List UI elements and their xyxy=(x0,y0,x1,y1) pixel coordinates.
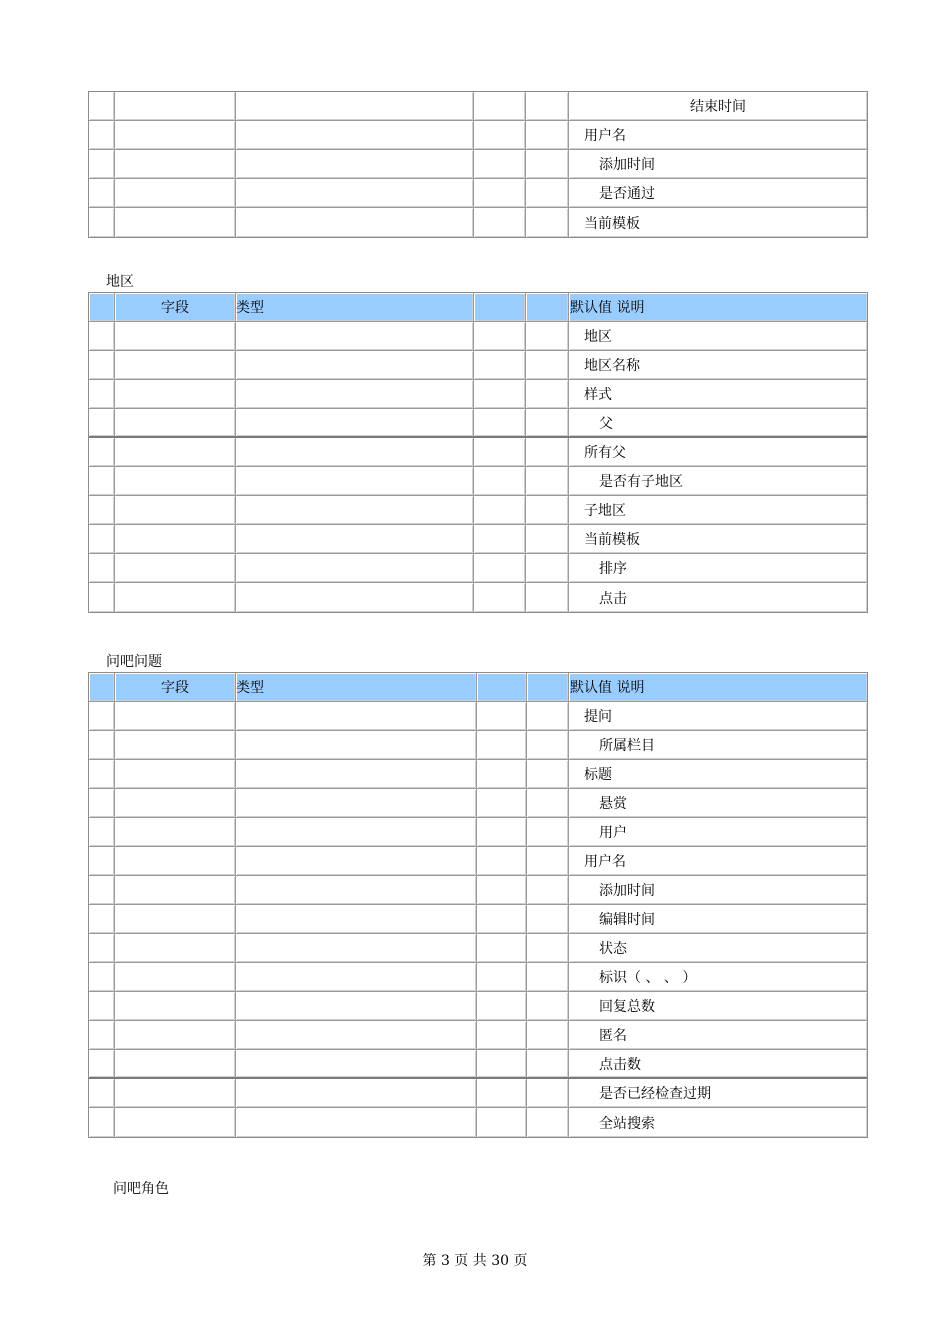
table-cell xyxy=(527,992,569,1020)
header-cell xyxy=(474,293,526,321)
table-row xyxy=(89,92,867,121)
table-cell xyxy=(236,496,474,524)
table-cell xyxy=(89,150,115,178)
table-cell xyxy=(526,208,569,237)
description-cell: 编辑时间 xyxy=(569,905,867,933)
table-cell xyxy=(115,818,236,846)
table-row xyxy=(89,702,867,731)
description-cell: 点击 xyxy=(569,583,867,612)
description-cell: 全站搜索 xyxy=(569,1108,867,1137)
description-cell: 匿名 xyxy=(569,1021,867,1049)
table-row xyxy=(89,731,867,760)
table-row xyxy=(89,963,867,992)
description-cell: 标题 xyxy=(569,760,867,788)
table-cell xyxy=(477,876,527,904)
table-row xyxy=(89,847,867,876)
table-cell xyxy=(527,702,569,730)
description-cell: 用户名 xyxy=(569,847,867,875)
table-cell xyxy=(89,322,115,350)
table-cell xyxy=(115,1079,236,1107)
table-cell xyxy=(89,963,115,991)
table-cell xyxy=(89,934,115,962)
table-cell xyxy=(89,525,115,553)
table-cell xyxy=(115,92,236,120)
table-cell xyxy=(477,731,527,759)
table-row xyxy=(89,1079,867,1108)
description-cell: 父 xyxy=(569,409,867,436)
table-row xyxy=(89,789,867,818)
table-cell xyxy=(115,1108,236,1137)
table-cell xyxy=(89,1021,115,1049)
description-cell: 状态 xyxy=(569,934,867,962)
table-cell xyxy=(527,876,569,904)
table-cell xyxy=(477,1050,527,1077)
table-cell xyxy=(89,731,115,759)
table-cell xyxy=(236,760,477,788)
table-cell xyxy=(477,992,527,1020)
description-cell: 标识（ 、 、 ） xyxy=(569,963,867,991)
table-cell xyxy=(527,934,569,962)
table-row xyxy=(89,1108,867,1137)
table-cell xyxy=(236,92,474,120)
table-cell xyxy=(477,1108,527,1137)
table-cell xyxy=(89,351,115,379)
table-cell xyxy=(89,1079,115,1107)
table-cell xyxy=(89,1050,115,1077)
description-cell: 所有父 xyxy=(569,438,867,466)
table-cell xyxy=(477,760,527,788)
table-cell xyxy=(115,208,236,237)
table-cell xyxy=(474,438,526,466)
table-cell xyxy=(526,409,569,436)
table-cell xyxy=(89,818,115,846)
table-cell xyxy=(236,554,474,582)
table-cell xyxy=(115,467,236,495)
table-cell xyxy=(115,121,236,149)
table-row xyxy=(89,380,867,409)
table-cell xyxy=(474,179,526,207)
table-cell xyxy=(115,525,236,553)
continued-table xyxy=(88,91,868,238)
table-cell xyxy=(236,905,477,933)
table-cell xyxy=(526,380,569,408)
table-cell xyxy=(526,583,569,612)
description-cell: 用户名 xyxy=(569,121,867,149)
description-cell: 结束时间 xyxy=(569,92,867,120)
header-cell xyxy=(527,673,569,701)
table-cell xyxy=(477,963,527,991)
table-cell xyxy=(115,992,236,1020)
table-row xyxy=(89,1021,867,1050)
table-cell xyxy=(236,150,474,178)
table-cell xyxy=(526,92,569,120)
description-cell: 提问 xyxy=(569,702,867,730)
description-cell: 地区 xyxy=(569,322,867,350)
table-cell xyxy=(527,1108,569,1137)
table-cell xyxy=(89,92,115,120)
table-cell xyxy=(236,525,474,553)
description-cell: 排序 xyxy=(569,554,867,582)
table-row xyxy=(89,876,867,905)
table-cell xyxy=(236,1021,477,1049)
table-cell xyxy=(474,525,526,553)
table-cell xyxy=(89,467,115,495)
table-cell xyxy=(474,554,526,582)
table-cell xyxy=(236,467,474,495)
table-cell xyxy=(115,351,236,379)
description-cell: 添加时间 xyxy=(569,876,867,904)
table-cell xyxy=(474,322,526,350)
table-cell xyxy=(115,496,236,524)
question-table xyxy=(88,672,868,1138)
table-cell xyxy=(115,905,236,933)
table-cell xyxy=(477,818,527,846)
description-cell: 地区名称 xyxy=(569,351,867,379)
table-cell xyxy=(474,121,526,149)
table-row xyxy=(89,496,867,525)
table-cell xyxy=(89,438,115,466)
table-cell xyxy=(526,121,569,149)
description-cell: 是否有子地区 xyxy=(569,467,867,495)
table-cell xyxy=(236,934,477,962)
table-cell xyxy=(115,583,236,612)
table-cell xyxy=(236,208,474,237)
table-cell xyxy=(89,789,115,817)
table-cell xyxy=(527,1050,569,1077)
table-cell xyxy=(89,179,115,207)
header-type: 类型 xyxy=(236,673,477,701)
table-cell xyxy=(236,963,477,991)
table-cell xyxy=(236,1108,477,1137)
table-cell xyxy=(89,208,115,237)
table-cell xyxy=(477,847,527,875)
table-cell xyxy=(474,467,526,495)
table-cell xyxy=(474,92,526,120)
table-cell xyxy=(477,789,527,817)
table-cell xyxy=(115,789,236,817)
table-cell xyxy=(526,467,569,495)
table-cell xyxy=(526,554,569,582)
table-cell xyxy=(115,1050,236,1077)
header-description: 默认值 说明 xyxy=(569,293,867,321)
table-cell xyxy=(474,409,526,436)
table-row xyxy=(89,351,867,380)
table-cell xyxy=(236,380,474,408)
table-cell xyxy=(115,438,236,466)
table-cell xyxy=(527,1021,569,1049)
table-cell xyxy=(89,121,115,149)
table-cell xyxy=(474,380,526,408)
table-cell xyxy=(527,1079,569,1107)
table-cell xyxy=(89,847,115,875)
table-cell xyxy=(236,438,474,466)
table-cell xyxy=(115,963,236,991)
table-cell xyxy=(115,934,236,962)
table-cell xyxy=(236,409,474,436)
table-cell xyxy=(236,1079,477,1107)
page-footer: 第 3 页 共 30 页 xyxy=(422,1253,528,1269)
table-cell xyxy=(89,905,115,933)
table-row xyxy=(89,818,867,847)
section-title: 问吧角色 xyxy=(113,1181,169,1197)
table-row xyxy=(89,554,867,583)
table-cell xyxy=(527,731,569,759)
table-row xyxy=(89,438,867,467)
region-table xyxy=(88,292,868,613)
header-cell xyxy=(89,673,115,701)
table-cell xyxy=(477,1079,527,1107)
description-cell: 所属栏目 xyxy=(569,731,867,759)
table-cell xyxy=(89,702,115,730)
table-cell xyxy=(89,496,115,524)
description-cell: 悬赏 xyxy=(569,789,867,817)
table-cell xyxy=(89,760,115,788)
table-cell xyxy=(474,351,526,379)
header-field: 字段 xyxy=(115,293,236,321)
description-cell: 样式 xyxy=(569,380,867,408)
table-row xyxy=(89,467,867,496)
description-cell: 添加时间 xyxy=(569,150,867,178)
table-row xyxy=(89,760,867,789)
table-cell xyxy=(474,208,526,237)
table-cell xyxy=(477,1021,527,1049)
table-cell xyxy=(527,847,569,875)
table-row xyxy=(89,150,867,179)
table-cell xyxy=(526,351,569,379)
description-cell: 当前模板 xyxy=(569,208,867,237)
table-cell xyxy=(115,322,236,350)
table-cell xyxy=(526,322,569,350)
section-title: 地区 xyxy=(106,274,134,290)
table-cell xyxy=(477,934,527,962)
table-cell xyxy=(527,963,569,991)
table-header-row xyxy=(89,673,867,702)
table-row xyxy=(89,322,867,351)
table-cell xyxy=(115,380,236,408)
table-cell xyxy=(236,322,474,350)
table-cell xyxy=(526,150,569,178)
description-cell: 当前模板 xyxy=(569,525,867,553)
description-cell: 子地区 xyxy=(569,496,867,524)
table-cell xyxy=(236,818,477,846)
table-cell xyxy=(236,179,474,207)
table-cell xyxy=(236,992,477,1020)
table-cell xyxy=(474,583,526,612)
table-cell xyxy=(115,876,236,904)
header-type: 类型 xyxy=(236,293,474,321)
table-cell xyxy=(236,731,477,759)
header-field: 字段 xyxy=(115,673,236,701)
table-cell xyxy=(89,380,115,408)
description-cell: 回复总数 xyxy=(569,992,867,1020)
table-row xyxy=(89,409,867,438)
table-cell xyxy=(115,847,236,875)
table-cell xyxy=(236,121,474,149)
table-row xyxy=(89,121,867,150)
table-cell xyxy=(115,760,236,788)
table-cell xyxy=(115,409,236,436)
table-row xyxy=(89,934,867,963)
table-row xyxy=(89,179,867,208)
table-cell xyxy=(115,554,236,582)
table-cell xyxy=(115,1021,236,1049)
table-cell xyxy=(526,179,569,207)
table-row xyxy=(89,208,867,237)
description-cell: 点击数 xyxy=(569,1050,867,1077)
table-cell xyxy=(115,150,236,178)
header-cell xyxy=(477,673,527,701)
table-cell xyxy=(89,992,115,1020)
table-cell xyxy=(115,179,236,207)
table-cell xyxy=(527,760,569,788)
table-cell xyxy=(236,847,477,875)
table-cell xyxy=(527,905,569,933)
table-row xyxy=(89,905,867,934)
table-cell xyxy=(89,1108,115,1137)
table-cell xyxy=(527,789,569,817)
table-cell xyxy=(89,554,115,582)
table-cell xyxy=(236,876,477,904)
header-cell xyxy=(526,293,569,321)
section-title: 问吧问题 xyxy=(106,654,162,670)
table-cell xyxy=(89,876,115,904)
table-cell xyxy=(527,818,569,846)
table-cell xyxy=(477,905,527,933)
table-cell xyxy=(526,525,569,553)
header-cell xyxy=(89,293,115,321)
table-cell xyxy=(236,702,477,730)
table-cell xyxy=(526,438,569,466)
table-cell xyxy=(236,351,474,379)
table-row xyxy=(89,583,867,612)
table-cell xyxy=(477,702,527,730)
table-row xyxy=(89,992,867,1021)
table-cell xyxy=(236,583,474,612)
description-cell: 用户 xyxy=(569,818,867,846)
table-cell xyxy=(89,583,115,612)
table-cell xyxy=(115,731,236,759)
table-cell xyxy=(115,702,236,730)
table-cell xyxy=(474,496,526,524)
header-description: 默认值 说明 xyxy=(569,673,867,701)
table-row xyxy=(89,525,867,554)
table-header-row xyxy=(89,293,867,322)
description-cell: 是否已经检查过期 xyxy=(569,1079,867,1107)
table-cell xyxy=(236,789,477,817)
table-row xyxy=(89,1050,867,1079)
table-cell xyxy=(474,150,526,178)
table-cell xyxy=(236,1050,477,1077)
description-cell: 是否通过 xyxy=(569,179,867,207)
table-cell xyxy=(526,496,569,524)
table-cell xyxy=(89,409,115,436)
